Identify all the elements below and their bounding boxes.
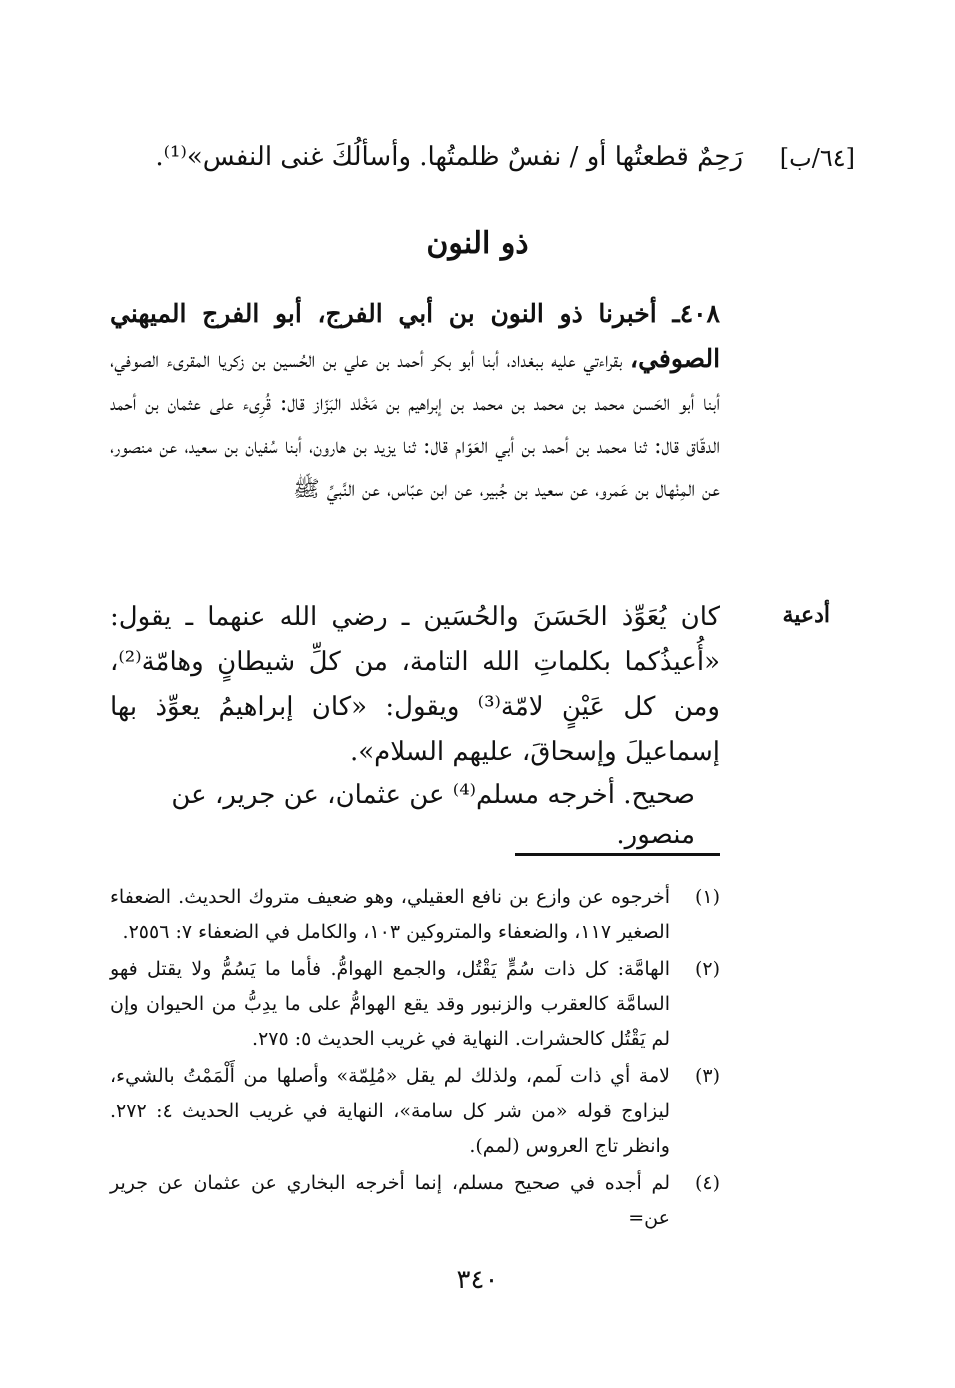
section-heading: ذو النون [426,226,529,261]
footnote-number: (٣) [694,1065,720,1087]
continuation-line [115,140,855,180]
footnote-number: (٤) [694,1172,720,1194]
footnote-text: لامة أي ذات لَمم، ولذلك لم يقل «مُلِمّة» وأصلها من أَلْمَمْتُ بالشيء، ليزاوج قوله «من شر كل سامة»، النهاية في غريب الحديث ٤: ٢٧٢. وانظر تاج العروس (لمم). [110,1065,670,1157]
hadith-isnad: بقراءتي عليه ببغداد، أبنا أبو بكر أحمد بن علي بن الحُسين بن زكريا المقرىء الصوفي، أبنا أبو الحَسن محمد بن محمد بن محمد بن إبراهيم بن مَخْلد البَزّاز قال: قُرِىء على عثمان بن أحمد الدقّاق قال: ثنا محمد بن أحمد بن أبي العَوّام قال: ثنا يزيد بن هارون، أبنا سُفيان بن سعيد، عن منصور، عن المِنْهال بن عَمرو، عن سعيد بن جُبير، عن ابن عبّاس، عن النَّبيِّ ﷺ [110,348,720,502]
page-number: ٣٤٠ [456,1265,499,1295]
footnote-3 [110,1059,720,1164]
footnote-1 [110,880,720,950]
footnote-text: أخرجوه عن وازع بن نافع العقيلي، وهو ضعيف متروك الحديث. الضعفاء الصغير ١١٧، والضعفاء والمتروكين ١٠٣، والكامل في الضعفاء ٧: ٢٥٥٦. [110,886,670,943]
footnote-text: الهامَّة: كل ذات سُمٍّ يَقْتُل، والجمع الهوامُّ. فأما ما يَسُمُّ ولا يقتل فهو السامَّة كالعقرب والزنبور وقد يقع الهوامُّ على ما يدِبُّ من الحيوان وإن لم يَقْتُل كالحشرات. النهاية في غريب الحديث ٥: ٢٧٥. [110,958,670,1050]
matn-text: كان يُعَوِّذ الحَسَنَ والحُسَين ـ رضي الله عنهما ـ يقول: «أُعيذُكما بكلماتِ الله التامة، من كلِّ شيطانٍ وهامّة⁽²⁾، ومن كل عَيْنٍ لامّة⁽³⁾ ويقول: «كان إبراهيمُ يعوِّذ بها إسماعيلَ وإسحاقَ، عليهم السلام». [110,602,720,767]
hadith-matn [110,595,720,775]
hadith-number-lead: ٤٠٨ـ أخبرنا ذو النون بن أبي الفرج، أبو الفرج الميهني الصوفي، [110,299,721,373]
folio-marker: [٦٤/ب] [779,144,855,172]
continuation-text: رَحِمٌ قطعتُها أو / نفسٌ ظلمتُها. وأسألُكَ غنى النفس»⁽¹⁾. [155,142,743,172]
footnote-number: (٢) [694,958,720,980]
margin-note: أدعية [782,602,830,628]
footnote-2 [110,952,720,1057]
footnote-divider [515,853,720,856]
footnote-text: لم أجده في صحيح مسلم، إنما أخرجه البخاري عن عثمان عن جرير عن= [110,1172,670,1229]
footnote-4 [110,1166,720,1236]
footnote-number: (١) [694,886,720,908]
hadith-block [110,292,720,511]
grading-text: صحيح. أخرجه مسلم⁽⁴⁾ عن عثمان، عن جرير، عن منصور. [171,780,695,850]
footnotes [110,880,720,1238]
